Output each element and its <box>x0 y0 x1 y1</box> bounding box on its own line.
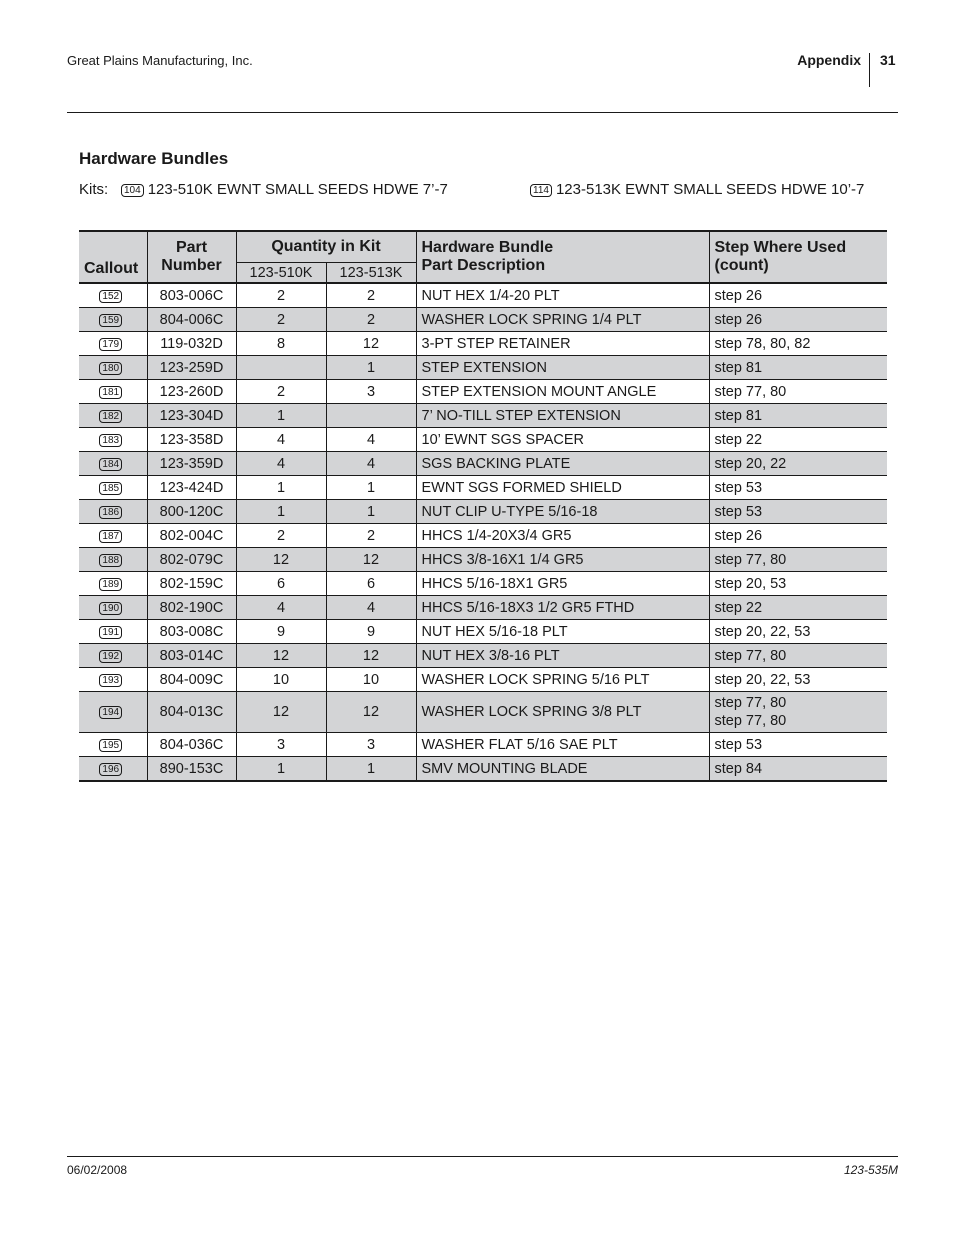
table-row <box>79 757 887 782</box>
cell-step <box>709 572 887 596</box>
cell-part-number: 803-006C <box>147 283 236 308</box>
cell-qty-kit-b: 1 <box>326 757 416 782</box>
step-text: step 77, 80 <box>714 695 787 711</box>
cell-step <box>709 692 887 733</box>
cell-callout <box>79 356 147 380</box>
callout-badge: 186 <box>99 506 122 519</box>
cell-step <box>709 283 887 308</box>
table-row <box>79 308 887 332</box>
cell-callout <box>79 476 147 500</box>
table-row <box>79 548 887 572</box>
callout-badge: 183 <box>99 434 122 447</box>
cell-step <box>709 596 887 620</box>
cell-part-number: 802-159C <box>147 572 236 596</box>
step-text: step 77, 80 <box>714 713 787 729</box>
callout-badge: 192 <box>99 650 122 663</box>
cell-qty-kit-b: 12 <box>326 692 416 733</box>
cell-qty-kit-b: 6 <box>326 572 416 596</box>
cell-description: WASHER LOCK SPRING 1/4 PLT <box>416 308 709 332</box>
callout-badge: 159 <box>99 314 122 327</box>
cell-qty-kit-a: 1 <box>236 404 326 428</box>
header-company: Great Plains Manufacturing, Inc. <box>67 53 253 68</box>
cell-qty-kit-a: 3 <box>236 733 326 757</box>
cell-description: SMV MOUNTING BLADE <box>416 757 709 782</box>
cell-part-number: 123-260D <box>147 380 236 404</box>
step-text: step 77, 80 <box>714 383 787 400</box>
cell-step <box>709 733 887 757</box>
kits-line <box>79 181 899 203</box>
cell-description: HHCS 1/4-20X3/4 GR5 <box>416 524 709 548</box>
kit-item <box>121 181 448 198</box>
cell-step <box>709 452 887 476</box>
callout-badge: 189 <box>99 578 122 591</box>
cell-description: SGS BACKING PLATE <box>416 452 709 476</box>
table-row <box>79 332 887 356</box>
cell-qty-kit-b: 4 <box>326 452 416 476</box>
cell-part-number: 802-079C <box>147 548 236 572</box>
table-row <box>79 668 887 692</box>
cell-description: STEP EXTENSION MOUNT ANGLE <box>416 380 709 404</box>
table-row <box>79 733 887 757</box>
table-row <box>79 644 887 668</box>
cell-part-number: 123-259D <box>147 356 236 380</box>
cell-qty-kit-a: 1 <box>236 757 326 782</box>
cell-qty-kit-b: 1 <box>326 500 416 524</box>
table-row <box>79 596 887 620</box>
page-number: 31 <box>880 52 896 68</box>
cell-description: HHCS 3/8-16X1 1/4 GR5 <box>416 548 709 572</box>
header-rule <box>67 112 898 113</box>
cell-part-number: 123-358D <box>147 428 236 452</box>
cell-part-number: 804-013C <box>147 692 236 733</box>
cell-qty-kit-a: 8 <box>236 332 326 356</box>
header-kit-b: 123-513K <box>326 263 416 284</box>
cell-callout <box>79 283 147 308</box>
cell-qty-kit-a: 2 <box>236 380 326 404</box>
callout-badge: 180 <box>99 362 122 375</box>
step-text: step 26 <box>714 527 763 544</box>
cell-qty-kit-a: 2 <box>236 283 326 308</box>
header-part-number: Part Number <box>147 231 236 283</box>
hardware-table <box>79 230 887 782</box>
step-text: step 26 <box>714 287 763 304</box>
cell-description: HHCS 5/16-18X3 1/2 GR5 FTHD <box>416 596 709 620</box>
cell-description: NUT HEX 1/4-20 PLT <box>416 283 709 308</box>
header-section: Appendix <box>797 52 861 68</box>
cell-callout <box>79 668 147 692</box>
cell-qty-kit-b: 10 <box>326 668 416 692</box>
cell-part-number: 800-120C <box>147 500 236 524</box>
kit-item <box>530 181 864 198</box>
cell-qty-kit-a: 4 <box>236 428 326 452</box>
cell-callout <box>79 452 147 476</box>
cell-qty-kit-b: 4 <box>326 428 416 452</box>
cell-callout <box>79 757 147 782</box>
table-row <box>79 476 887 500</box>
cell-description: NUT CLIP U-TYPE 5/16-18 <box>416 500 709 524</box>
table-row <box>79 524 887 548</box>
footer-date: 06/02/2008 <box>67 1163 128 1177</box>
cell-part-number: 123-359D <box>147 452 236 476</box>
cell-qty-kit-b: 12 <box>326 548 416 572</box>
cell-callout <box>79 572 147 596</box>
callout-badge: 191 <box>99 626 122 639</box>
cell-step <box>709 757 887 782</box>
cell-qty-kit-a: 12 <box>236 692 326 733</box>
cell-callout <box>79 308 147 332</box>
step-text: step 26 <box>714 311 763 328</box>
cell-qty-kit-a: 10 <box>236 668 326 692</box>
cell-step <box>709 428 887 452</box>
cell-step <box>709 308 887 332</box>
table-row <box>79 452 887 476</box>
callout-badge: 193 <box>99 674 122 687</box>
step-text: step 77, 80 <box>714 647 787 664</box>
cell-qty-kit-b: 3 <box>326 733 416 757</box>
cell-description: EWNT SGS FORMED SHIELD <box>416 476 709 500</box>
kit-text: 123-513K EWNT SMALL SEEDS HDWE 10’-7 <box>555 181 865 198</box>
table-row <box>79 356 887 380</box>
step-text: step 20, 53 <box>714 575 787 592</box>
callout-badge: 152 <box>99 290 122 303</box>
table-row <box>79 500 887 524</box>
cell-callout <box>79 524 147 548</box>
cell-qty-kit-a: 4 <box>236 452 326 476</box>
step-text: step 77, 80 <box>714 551 787 568</box>
cell-step <box>709 380 887 404</box>
step-text: step 84 <box>714 760 763 777</box>
table-row <box>79 380 887 404</box>
cell-qty-kit-b: 2 <box>326 283 416 308</box>
cell-callout <box>79 548 147 572</box>
cell-part-number: 803-014C <box>147 644 236 668</box>
cell-qty-kit-b: 2 <box>326 308 416 332</box>
cell-step <box>709 356 887 380</box>
cell-qty-kit-a: 9 <box>236 620 326 644</box>
cell-description: 7’ NO-TILL STEP EXTENSION <box>416 404 709 428</box>
step-text: step 81 <box>714 407 763 424</box>
step-text: step 22 <box>714 431 763 448</box>
callout-badge: 196 <box>99 763 122 776</box>
cell-qty-kit-a: 2 <box>236 308 326 332</box>
cell-description: HHCS 5/16-18X1 GR5 <box>416 572 709 596</box>
header-description: Hardware Bundle Part Description <box>416 231 709 283</box>
page-title: Hardware Bundles <box>79 149 229 168</box>
cell-part-number: 803-008C <box>147 620 236 644</box>
cell-callout <box>79 596 147 620</box>
cell-callout <box>79 644 147 668</box>
kit-text: 123-510K EWNT SMALL SEEDS HDWE 7’-7 <box>147 181 448 198</box>
table-row <box>79 428 887 452</box>
table-row <box>79 404 887 428</box>
callout-badge: 190 <box>99 602 122 615</box>
cell-step <box>709 644 887 668</box>
step-text: step 20, 22, 53 <box>714 671 811 688</box>
cell-callout <box>79 733 147 757</box>
cell-callout <box>79 332 147 356</box>
callout-badge: 182 <box>99 410 122 423</box>
cell-description: 10’ EWNT SGS SPACER <box>416 428 709 452</box>
header-kit-a: 123-510K <box>236 263 326 284</box>
cell-description: NUT HEX 5/16-18 PLT <box>416 620 709 644</box>
kits-label: Kits: <box>79 181 109 198</box>
header-quantity: Quantity in Kit <box>236 231 416 263</box>
cell-qty-kit-a: 1 <box>236 500 326 524</box>
cell-qty-kit-b <box>326 404 416 428</box>
callout-badge: 184 <box>99 458 122 471</box>
table-row <box>79 572 887 596</box>
cell-qty-kit-b: 3 <box>326 380 416 404</box>
cell-step <box>709 500 887 524</box>
table-row <box>79 692 887 733</box>
cell-part-number: 123-424D <box>147 476 236 500</box>
callout-badge: 187 <box>99 530 122 543</box>
callout-badge: 104 <box>121 184 144 197</box>
cell-part-number: 123-304D <box>147 404 236 428</box>
cell-part-number: 804-009C <box>147 668 236 692</box>
header-callout: Callout <box>79 231 147 283</box>
step-text: step 53 <box>714 479 763 496</box>
cell-description: NUT HEX 3/8-16 PLT <box>416 644 709 668</box>
cell-callout <box>79 692 147 733</box>
cell-qty-kit-b: 12 <box>326 644 416 668</box>
cell-step <box>709 548 887 572</box>
footer-doc-number: 123-535M <box>843 1163 898 1177</box>
cell-step <box>709 476 887 500</box>
step-text: step 20, 22, 53 <box>714 623 811 640</box>
cell-qty-kit-a: 2 <box>236 524 326 548</box>
cell-part-number: 804-036C <box>147 733 236 757</box>
callout-badge: 179 <box>99 338 122 351</box>
callout-badge: 195 <box>99 739 122 752</box>
cell-qty-kit-a: 1 <box>236 476 326 500</box>
step-text: step 22 <box>714 599 763 616</box>
callout-badge: 181 <box>99 386 122 399</box>
cell-step <box>709 332 887 356</box>
cell-qty-kit-a <box>236 356 326 380</box>
callout-badge: 188 <box>99 554 122 567</box>
cell-qty-kit-b: 1 <box>326 356 416 380</box>
cell-part-number: 802-190C <box>147 596 236 620</box>
step-text: step 53 <box>714 736 763 753</box>
cell-callout <box>79 380 147 404</box>
cell-callout <box>79 404 147 428</box>
cell-qty-kit-a: 4 <box>236 596 326 620</box>
cell-part-number: 802-004C <box>147 524 236 548</box>
cell-step <box>709 668 887 692</box>
header-step: Step Where Used (count) <box>709 231 887 283</box>
cell-callout <box>79 428 147 452</box>
cell-qty-kit-b: 4 <box>326 596 416 620</box>
callout-badge: 114 <box>530 184 552 197</box>
cell-callout <box>79 500 147 524</box>
cell-qty-kit-b: 2 <box>326 524 416 548</box>
footer-rule <box>67 1156 898 1157</box>
cell-qty-kit-b: 12 <box>326 332 416 356</box>
step-text: step 20, 22 <box>714 455 787 472</box>
cell-qty-kit-a: 12 <box>236 644 326 668</box>
cell-part-number: 119-032D <box>147 332 236 356</box>
table-row <box>79 620 887 644</box>
callout-badge: 185 <box>99 482 122 495</box>
cell-qty-kit-a: 12 <box>236 548 326 572</box>
cell-qty-kit-a: 6 <box>236 572 326 596</box>
cell-description: STEP EXTENSION <box>416 356 709 380</box>
cell-description: 3-PT STEP RETAINER <box>416 332 709 356</box>
callout-badge: 194 <box>99 706 122 719</box>
cell-step <box>709 404 887 428</box>
cell-description: WASHER LOCK SPRING 5/16 PLT <box>416 668 709 692</box>
cell-description: WASHER LOCK SPRING 3/8 PLT <box>416 692 709 733</box>
cell-part-number: 804-006C <box>147 308 236 332</box>
cell-callout <box>79 620 147 644</box>
cell-part-number: 890-153C <box>147 757 236 782</box>
cell-description: WASHER FLAT 5/16 SAE PLT <box>416 733 709 757</box>
cell-qty-kit-b: 9 <box>326 620 416 644</box>
header-divider <box>869 53 870 87</box>
step-text: step 81 <box>714 359 763 376</box>
step-text: step 78, 80, 82 <box>714 335 811 352</box>
step-text: step 53 <box>714 503 763 520</box>
table-row <box>79 283 887 308</box>
cell-qty-kit-b: 1 <box>326 476 416 500</box>
cell-step <box>709 524 887 548</box>
cell-step <box>709 620 887 644</box>
